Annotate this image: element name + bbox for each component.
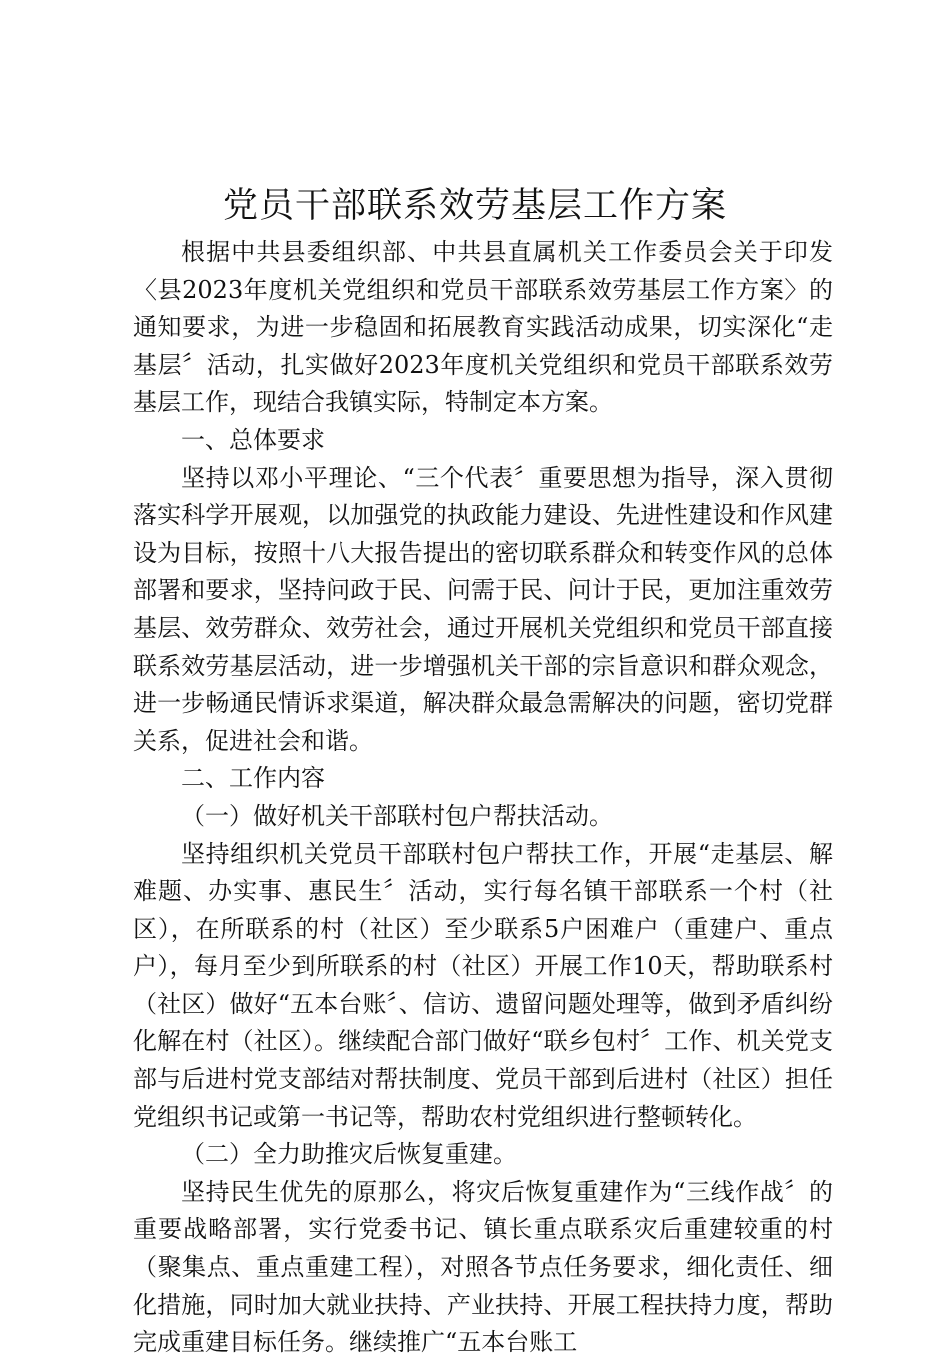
subsection-heading-1: （一）做好机关干部联村包户帮扶活动。	[181, 801, 613, 830]
section-heading-work-content: 二、工作内容	[181, 764, 325, 793]
document-body	[133, 234, 833, 1362]
document-title: 党员干部联系效劳基层工作方案	[222, 186, 727, 226]
subsection-2-paragraph: 坚持民生优先的原那么，将灾后恢复重建作为“三线作战〞的重要战略部署，实行党委书记、镇长重点联系灾后重建较重的村（聚集点、重点重建工程），对照各节点任务要求，细化责任、细化措施，同时加大就业扶持、产业扶持、开展工程扶持力度，帮助完成重建目标任务。继续推广“五本台账工	[133, 1177, 833, 1357]
intro-paragraph: 根据中共县委组织部、中共县直属机关工作委员会关于印发〈县2023年度机关党组织和党员干部联系效劳基层工作方案〉的通知要求，为进一步稳固和拓展教育实践活动成果，切实深化“走基层〞活动，扎实做好2023年度机关党组织和党员干部联系效劳基层工作，现结合我镇实际，特制定本方案。	[133, 238, 833, 417]
subsection-1-paragraph: 坚持组织机关党员干部联村包户帮扶工作，开展“走基层、解难题、办实事、惠民生〞活动，实行每名镇干部联系一个村（社区），在所联系的村（社区）至少联系5户困难户（重建户、重点户），每月至少到所联系的村（社区）开展工作10天，帮助联系村（社区）做好“五本台账〞、信访、遗留问题处理等，做到矛盾纠纷化解在村（社区）。继续配合部门做好“联乡包村〞工作、机关党支部与后进村党支部结对帮扶制度、党员干部到后进村（社区）担任党组织书记或第一书记等，帮助农村党组织进行整顿转化。	[133, 839, 833, 1131]
subsection-heading-2: （二）全力助推灾后恢复重建。	[181, 1140, 517, 1169]
section-heading-general-requirements: 一、总体要求	[181, 425, 325, 454]
general-requirements-paragraph: 坚持以邓小平理论、“三个代表〞重要思想为指导，深入贯彻落实科学开展观，以加强党的执政能力建设、先进性建设和作风建设为目标，按照十八大报告提出的密切联系群众和转变作风的总体部署和要求，坚持问政于民、问需于民、问计于民，更加注重效劳基层、效劳群众、效劳社会，通过开展机关党组织和党员干部直接联系效劳基层活动，进一步增强机关干部的宗旨意识和群众观念，进一步畅通民情诉求渠道，解决群众最急需解决的问题，密切党群关系，促进社会和谐。	[133, 463, 833, 755]
